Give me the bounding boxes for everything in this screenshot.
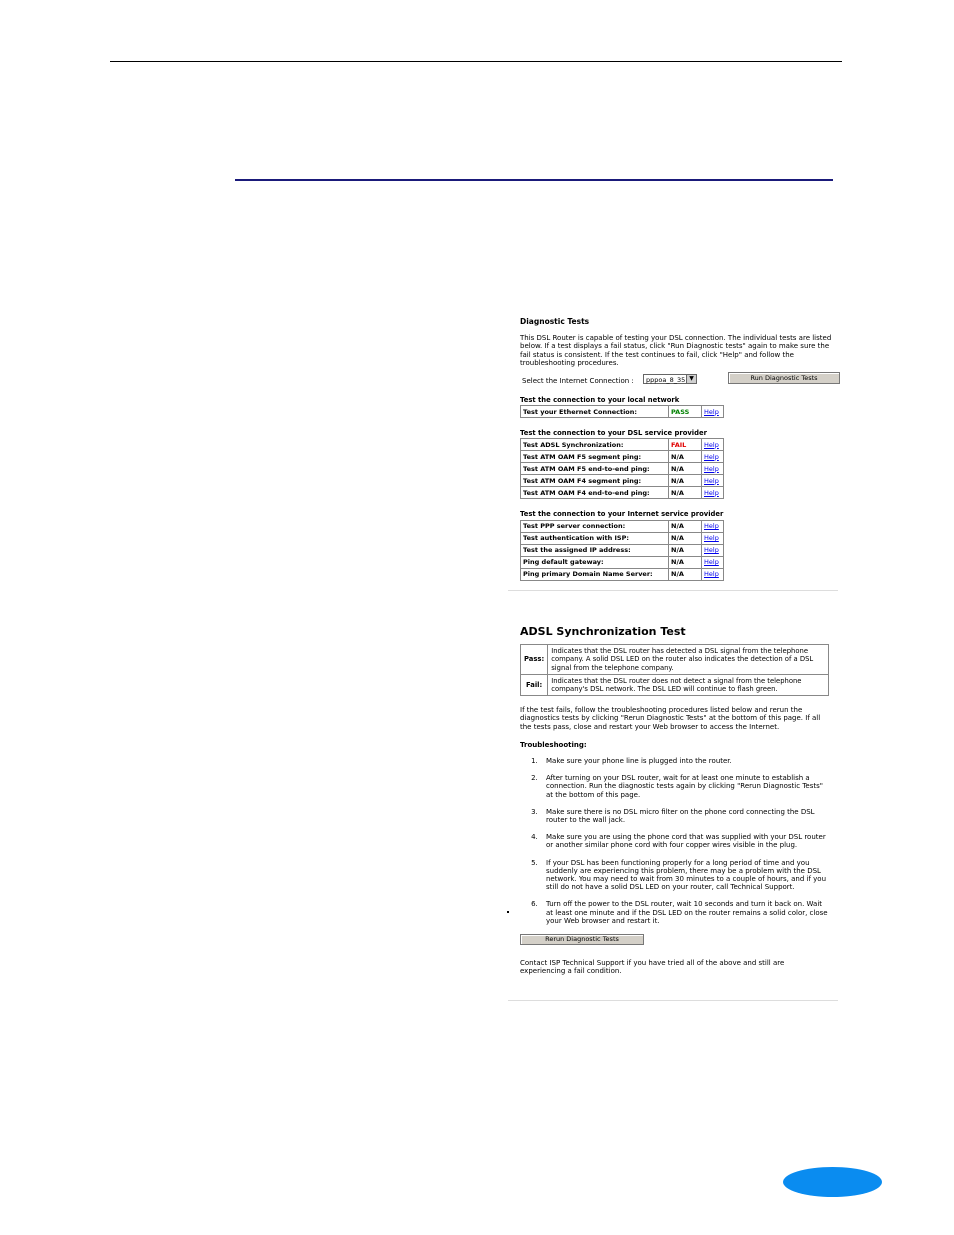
table-row [521,520,724,532]
table-row [521,451,724,463]
diagnostic-title: Diagnostic Tests [520,317,590,326]
pass-fail-table [520,644,829,696]
isp-title: Test the connection to your Internet service provider [520,510,724,519]
run-diagnostic-tests-button[interactable]: Run Diagnostic Tests [728,372,840,384]
table-row [521,406,724,418]
test-name: Test ATM OAM F4 segment ping: [521,475,669,487]
rerun-diagnostic-tests-button[interactable]: Rerun Diagnostic Tests [520,934,644,945]
help-link[interactable]: Help [704,440,719,449]
test-result: PASS [669,406,702,418]
sync-instructions: If the test fails, follow the troubleshooting procedures listed below and rerun the diagnostics tests by clicking "Rerun Diagnostic Tests" at the bottom of this page. If all the tests pass, close and restart your Web browser to access the Internet. [520,706,821,731]
help-cell [702,568,724,580]
help-link[interactable]: Help [704,476,719,485]
help-cell [702,487,724,499]
panel-divider-bottom [508,1000,838,1001]
table-row [521,645,829,675]
connection-select[interactable] [643,374,697,384]
pass-description: Indicates that the DSL router has detected a DSL signal from the telephone company. A solid DSL LED on the router also indicates the detection of a DSL signal from the telephone company. [548,645,829,675]
help-link[interactable]: Help [704,558,719,567]
list-item: 3. Make sure there is no DSL micro filter on the phone cord connecting the DSL router to the wall jack. [540,808,830,824]
test-name: Test your Ethernet Connection: [521,406,669,418]
troubleshooting-steps [516,757,830,925]
help-cell [702,439,724,451]
list-item: 2. After turning on your DSL router, wait for at least one minute to establish a connection. Run the diagnostic tests again by clicking "Rerun Diagnostic Tests" at the bottom of this page. [540,774,830,799]
help-link[interactable]: Help [704,534,719,543]
help-link[interactable]: Help [704,488,719,497]
help-link[interactable]: Help [704,452,719,461]
list-item: 6. Turn off the power to the DSL router, wait 10 seconds and turn it back on. Wait at least one minute and if the DSL LED on the router remains a solid color, close your Web browser and restart it. [540,900,830,925]
troubleshooting-title: Troubleshooting: [520,740,587,749]
section-rule [235,179,833,181]
test-name: Test the assigned IP address: [521,544,669,556]
help-cell [702,556,724,568]
help-link[interactable]: Help [704,407,719,416]
table-row [521,475,724,487]
header-rule [110,61,842,62]
list-item: 1. Make sure your phone line is plugged into the router. [540,757,830,765]
test-result: FAIL [669,439,702,451]
list-item: 5. If your DSL has been functioning properly for a long period of time and you suddenly are experiencing this problem, there may be a problem with the DSL network. You may need to wait from 30 minutes to a couple of hours, and if you still do not have a solid DSL LED on your router, call Technical Support. [540,859,830,892]
diagnostic-tests-panel [516,318,838,581]
table-row [521,463,724,475]
test-name: Ping default gateway: [521,556,669,568]
table-row [521,568,724,580]
test-result: N/A [669,544,702,556]
connection-select-value: pppoa_8_35 [646,376,686,385]
test-name: Ping primary Domain Name Server: [521,568,669,580]
local-network-title: Test the connection to your local network [520,396,680,405]
test-name: Test authentication with ISP: [521,532,669,544]
diagnostic-description: This DSL Router is capable of testing your DSL connection. The individual tests are listed below. If a test displays a fail status, click "Run Diagnostic tests" again to make sure the fail status is consistent. If the test continues to fail, click "Help" and follow the troubleshooting procedures. [520,334,832,367]
test-result: N/A [669,463,702,475]
table-row [521,532,724,544]
dsl-provider-title: Test the connection to your DSL service provider [520,429,707,438]
test-name: Test ATM OAM F5 segment ping: [521,451,669,463]
test-result: N/A [669,487,702,499]
test-name: Test ATM OAM F5 end-to-end ping: [521,463,669,475]
table-row [521,544,724,556]
help-cell [702,475,724,487]
pass-label: Pass: [521,645,548,675]
help-cell [702,520,724,532]
stray-mark [507,911,509,913]
panel-divider [508,590,838,591]
fail-label: Fail: [521,674,548,695]
help-cell [702,544,724,556]
test-result: N/A [669,520,702,532]
local-network-table [520,405,724,418]
test-result: N/A [669,556,702,568]
table-row [521,556,724,568]
help-link[interactable]: Help [704,464,719,473]
help-cell [702,463,724,475]
isp-table [520,520,724,581]
help-cell [702,406,724,418]
test-result: N/A [669,532,702,544]
chevron-down-icon[interactable]: ▼ [686,375,696,383]
help-link[interactable]: Help [704,570,719,579]
test-name: Test ATM OAM F4 end-to-end ping: [521,487,669,499]
test-result: N/A [669,568,702,580]
connection-select-row [522,373,838,389]
test-result: N/A [669,475,702,487]
page-number-oval [783,1167,882,1197]
help-link[interactable]: Help [704,522,719,531]
table-row [521,487,724,499]
table-row [521,674,829,695]
fail-description: Indicates that the DSL router does not detect a signal from the telephone company's DSL network. The DSL LED will continue to flash green. [548,674,829,695]
dsl-provider-table [520,438,724,499]
test-name: Test PPP server connection: [521,520,669,532]
adsl-sync-panel [516,625,832,976]
help-cell [702,451,724,463]
list-item: 4. Make sure you are using the phone cord that was supplied with your DSL router or another similar phone cord with four copper wires visible in the plug. [540,833,830,849]
table-row [521,439,724,451]
help-cell [702,532,724,544]
help-link[interactable]: Help [704,546,719,555]
sync-title: ADSL Synchronization Test [520,625,686,638]
test-result: N/A [669,451,702,463]
connection-select-label: Select the Internet Connection : [522,377,634,386]
contact-text: Contact ISP Technical Support if you have tried all of the above and still are experiencing a fail condition. [520,959,785,976]
test-name: Test ADSL Synchronization: [521,439,669,451]
